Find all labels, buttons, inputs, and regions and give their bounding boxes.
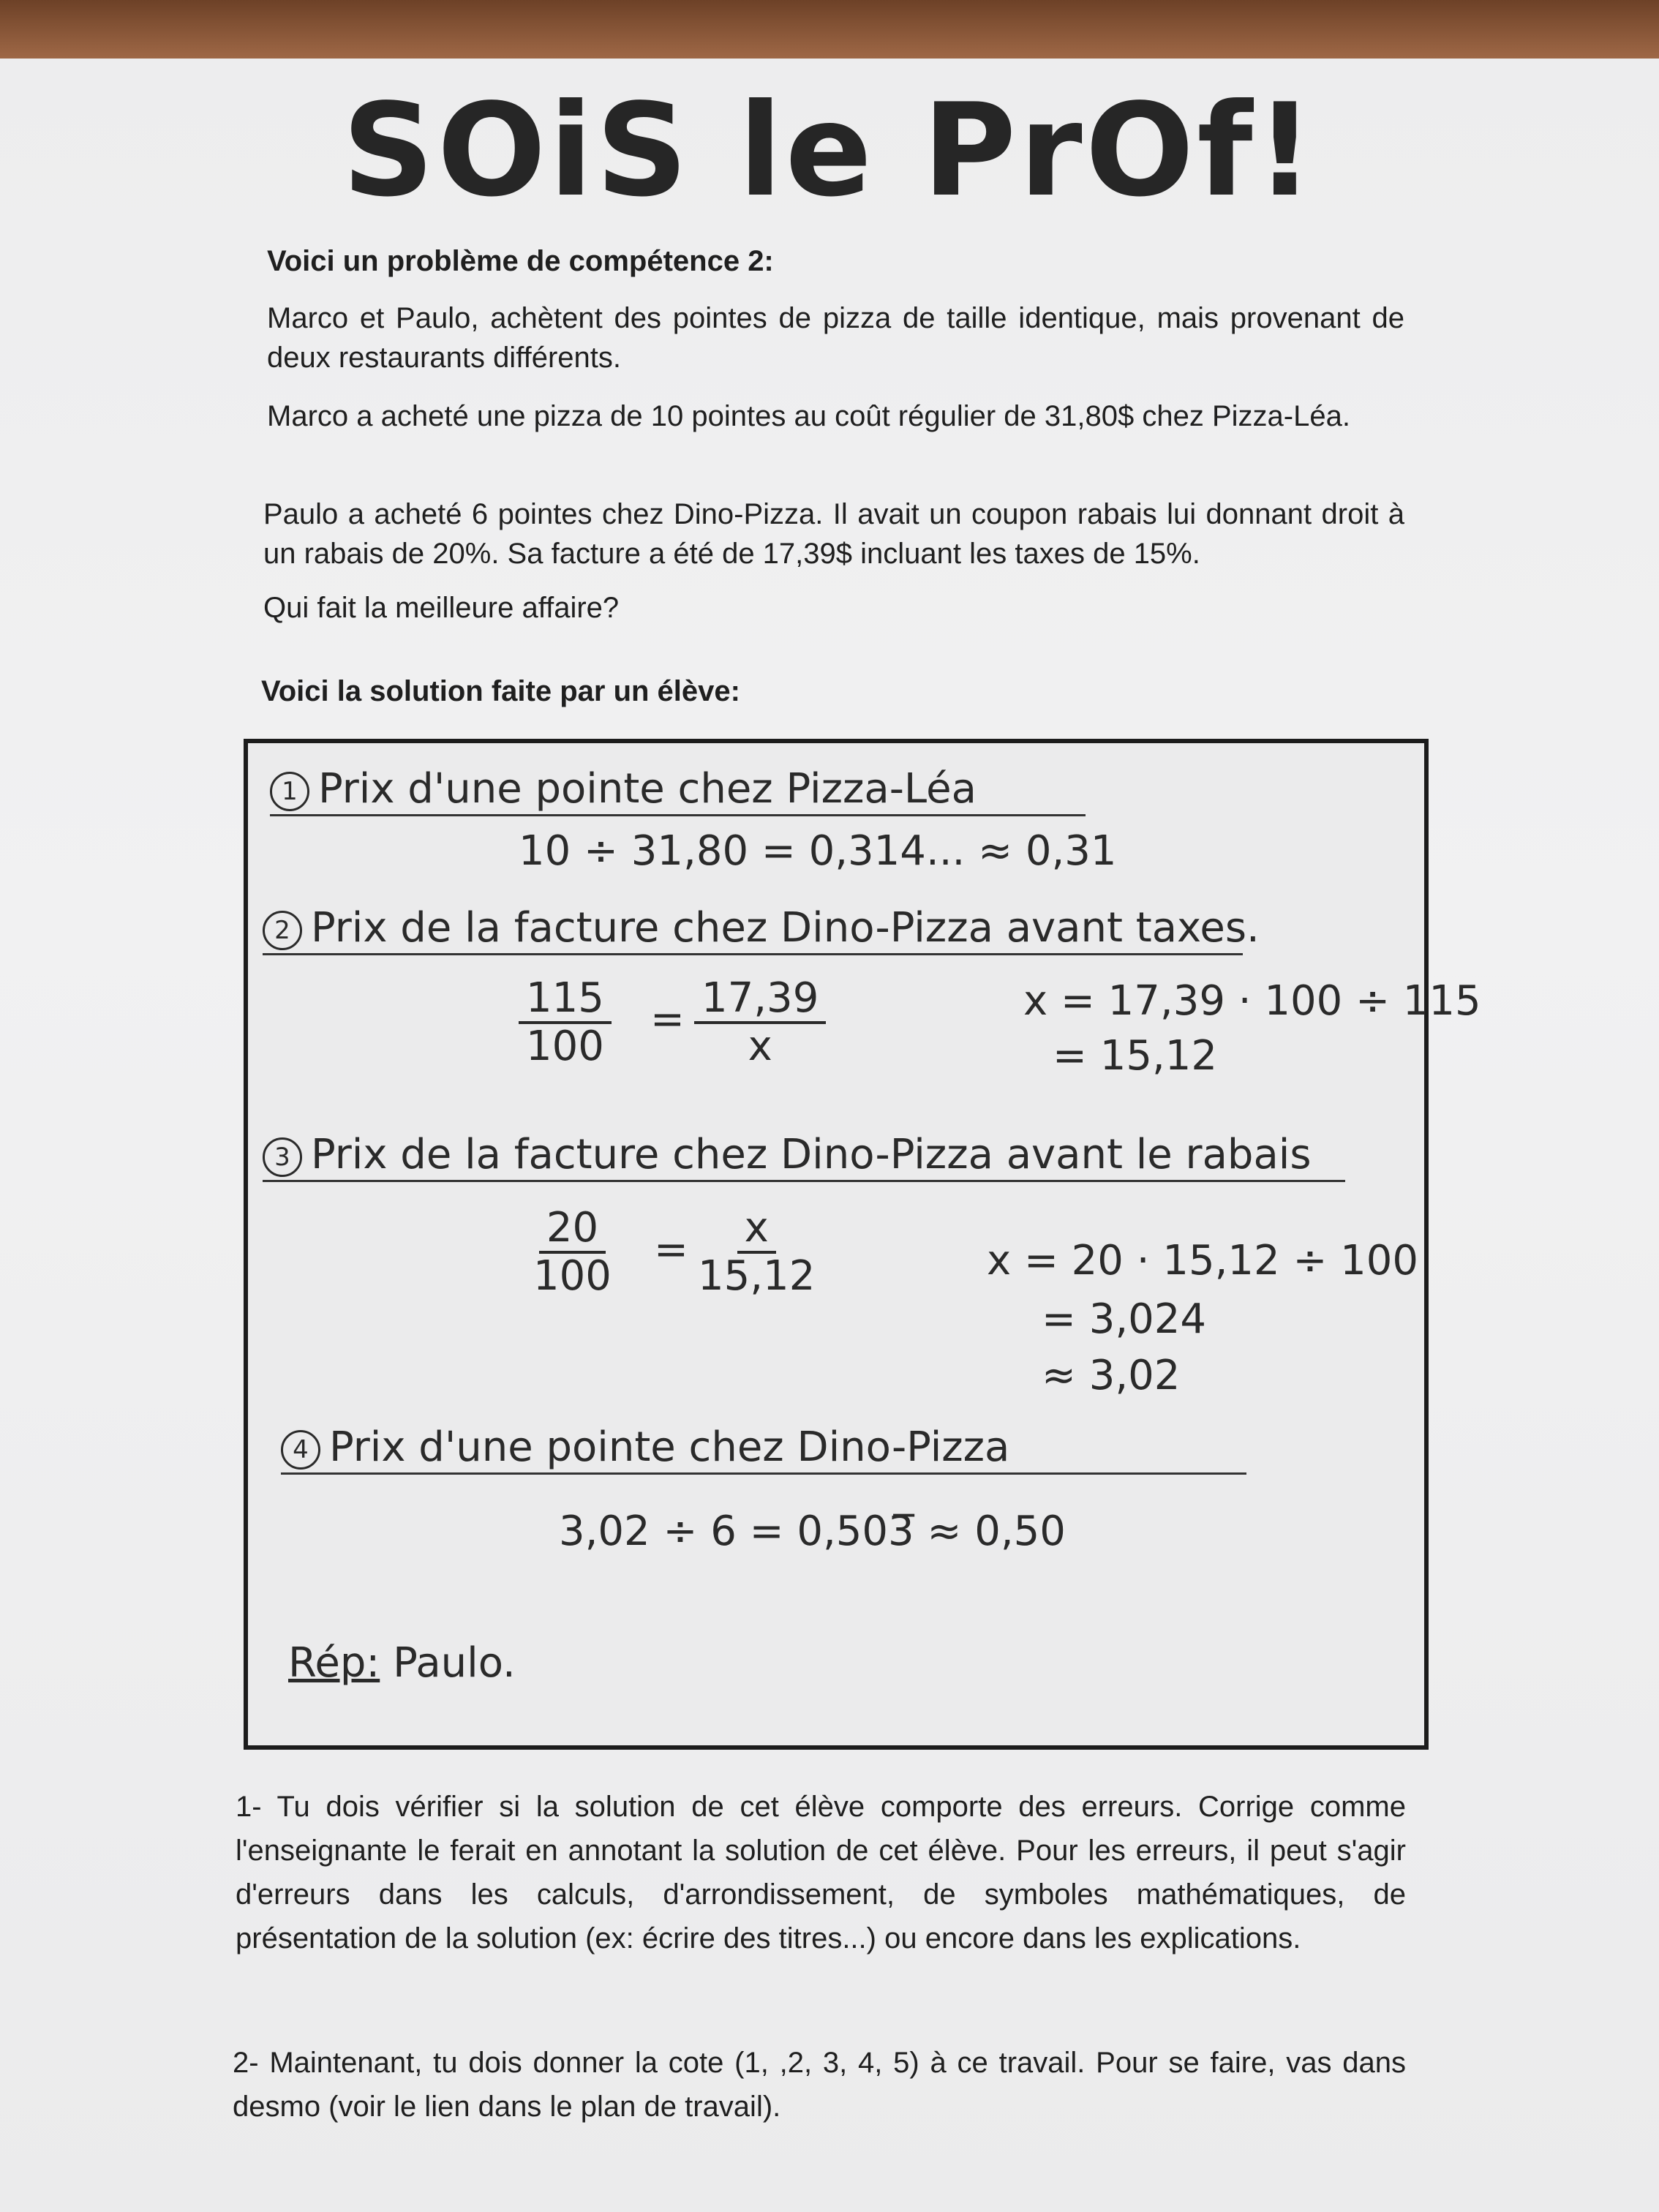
problem-paragraph-1: Marco et Paulo, achètent des pointes de pizza de taille identique, mais provenant de deux restaurants différents. <box>267 302 1404 374</box>
step-2-calc-line-2: = 15,12 <box>1053 1032 1218 1080</box>
step-3-fraction-right <box>698 1205 815 1299</box>
instruction-1: 1- Tu dois vérifier si la solution de cet élève comporte des erreurs. Corrige comme l'enseignante le ferait en annotant la solution de cet élève. Pour les erreurs, il peut s'agir d'erreurs dans les calculs, d'arrondissement, de symboles mathématiques, de présentation de la solution (ex: écrire des titres...) ou encore dans les explications. <box>236 1791 1406 1955</box>
step-1-title <box>270 765 1086 816</box>
fraction-denominator: x <box>748 1023 772 1070</box>
step-3-fraction-left <box>533 1205 612 1299</box>
solution-heading: Voici la solution faite par un élève: <box>261 675 740 707</box>
step-1-calc: 10 ÷ 31,80 = 0,314... ≈ 0,31 <box>519 827 1117 875</box>
page-title: SOiS le PrOf! <box>342 77 1317 225</box>
problem-question: Qui fait la meilleure affaire? <box>263 592 620 624</box>
answer-value: Paulo. <box>393 1639 516 1687</box>
step-2-title <box>263 904 1260 955</box>
step-4-calc: 3,02 ÷ 6 = 0,503̅ ≈ 0,50 <box>559 1508 1066 1555</box>
step-2-fraction-right <box>694 976 826 1069</box>
step-3-calc-line-3: ≈ 3,02 <box>1042 1352 1181 1399</box>
fraction-denominator: 100 <box>533 1252 612 1300</box>
fraction-numerator: 115 <box>519 976 612 1024</box>
fraction-numerator: 17,39 <box>694 976 826 1024</box>
step-4-title-text: Prix d'une pointe chez Dino-Pizza <box>329 1423 1010 1471</box>
problem-heading: Voici un problème de compétence 2: <box>267 245 774 277</box>
step-3-calc-line-2: = 3,024 <box>1042 1295 1207 1343</box>
answer-label: Rép: <box>288 1639 380 1687</box>
fraction-denominator: 100 <box>526 1023 604 1070</box>
step-2-number: 2 <box>263 911 302 950</box>
step-2-title-text: Prix de la facture chez Dino-Pizza avant taxes. <box>311 904 1260 952</box>
problem-paragraph-2: Marco a acheté une pizza de 10 pointes au coût régulier de 31,80$ chez Pizza-Léa. <box>267 400 1350 432</box>
step-3-calc-line-1: x = 20 · 15,12 ÷ 100 <box>987 1237 1419 1284</box>
instruction-2: 2- Maintenant, tu dois donner la cote (1, ,2, 3, 4, 5) à ce travail. Pour se faire, vas dans desmo (voir le lien dans le plan de travail). <box>233 2047 1406 2123</box>
fraction-numerator: 20 <box>539 1205 606 1254</box>
fraction-denominator: 15,12 <box>698 1252 816 1300</box>
step-4-title <box>281 1423 1246 1475</box>
step-3-title-text: Prix de la facture chez Dino-Pizza avant le rabais <box>311 1131 1312 1178</box>
step-3-number: 3 <box>263 1137 302 1177</box>
step-2-fraction-left <box>519 976 612 1069</box>
step-1-number: 1 <box>270 772 309 811</box>
step-3-title <box>263 1131 1345 1182</box>
student-solution-box <box>244 739 1481 1750</box>
step-3-equals: = <box>654 1226 688 1274</box>
fraction-numerator: x <box>737 1205 776 1254</box>
step-4-number: 4 <box>281 1430 320 1470</box>
student-answer <box>288 1639 516 1687</box>
step-2-equals: = <box>650 996 685 1043</box>
step-2-calc-line-1: x = 17,39 · 100 ÷ 115 <box>1023 977 1481 1025</box>
problem-paragraph-3: Paulo a acheté 6 pointes chez Dino-Pizza. Il avait un coupon rabais lui donnant droit à un rabais de 20%. Sa facture a été de 17,39$ incluant les taxes de 15%. <box>263 498 1404 570</box>
step-1-title-text: Prix d'une pointe chez Pizza-Léa <box>318 765 977 813</box>
